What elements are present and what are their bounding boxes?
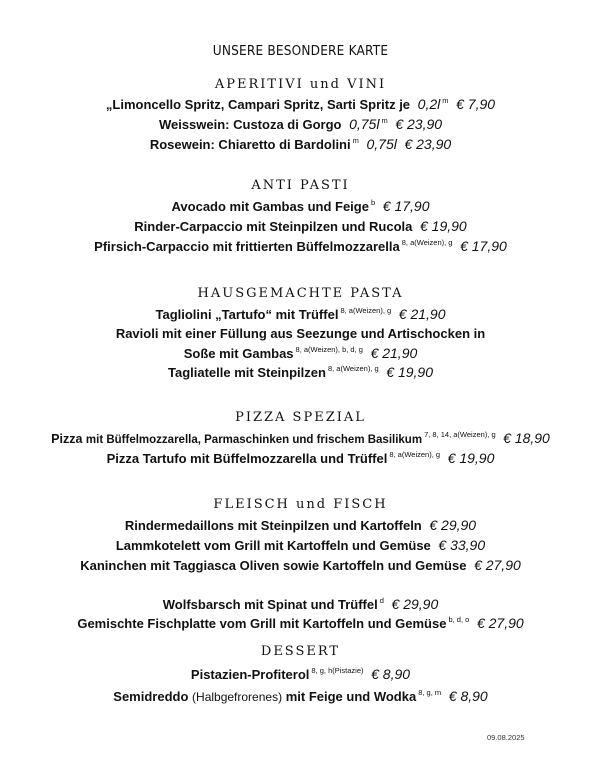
menu-item: Rinder-Carpaccio mit Steinpilzen und Rucola € 19,90 [134, 218, 467, 234]
menu-item: Lammkotelett vom Grill mit Kartoffeln und Gemüse € 33,90 [115, 537, 486, 553]
menu-title: UNSERE BESONDERE KARTE [212, 43, 389, 59]
menu-item: Ravioli mit einer Füllung aus Seezunge und Artischocken in [115, 326, 486, 341]
section-heading-dessert: DESSERT [260, 644, 341, 659]
print-date: 09.08.2025 [487, 733, 525, 742]
menu-item: Pizza mit Büffelmozzarella, Parmaschinken und frischem Basilikum $^{7, 8, 14, a(Weizen), g}$ € 18,90 [51, 430, 550, 446]
menu-item: Rosewein: Chiaretto di Bardolini $^m$ 0,75l € 23,90 [149, 136, 452, 152]
menu-item: Pizza Tartufo mit Büffelmozzarella und Trüffel $^{8, a(Weizen), g}$ € 19,90 [106, 450, 495, 466]
menu-item: Wolfsbarsch mit Spinat und Trüffel $^d$ € 29,90 [162, 596, 439, 612]
menu-item: Weisswein: Custoza di Gorgo 0,75l $^m$ € 23,90 [158, 116, 443, 132]
menu-item: Gemischte Fischplatte vom Grill mit Kartoffeln und Gemüse $^{b, d, o}$ € 27,90 [77, 615, 524, 631]
menu-item: Tagliatelle mit Steinpilzen $^{8, a(Weizen), g}$ € 19,90 [167, 364, 434, 380]
menu-item: Kaninchen mit Taggiasca Oliven sowie Kartoffeln und Gemüse € 27,90 [80, 557, 521, 573]
menu-item: Pistazien-Profiterol $^{8, g, h(Pistazie)}$ € 8,90 [190, 666, 411, 682]
menu-item: Semidreddo (Halbgefrorenes) mit Feige und Wodka $^{8, g, m}$ € 8,90 [113, 688, 488, 704]
menu-item: Soße mit Gambas $^{8, a(Weizen), b, d, g}$ € 21,90 [183, 345, 418, 361]
section-heading-pasta: HAUSGEMACHTE PASTA [197, 286, 404, 301]
section-heading-fleisch: FLEISCH und FISCH [213, 497, 388, 512]
menu-item: „Limoncello Spritz, Campari Spritz, Sarti Spritz je 0,2l $^m$ € 7,90 [105, 96, 496, 112]
section-heading-antipasti: ANTI PASTI [251, 178, 350, 193]
menu-item: Avocado mit Gambas und Feige $^b$ € 17,90 [171, 198, 430, 214]
menu-item: Pfirsich-Carpaccio mit frittierten Büffelmozzarella $^{8, a(Weizen), g}$ € 17,90 [94, 238, 507, 254]
menu-item: Tagliolini „Tartufo“ mit Trüffel $^{8, a(Weizen), g}$ € 21,90 [155, 306, 446, 322]
section-heading-aperitivi: APERITIVI und VINI [214, 77, 387, 92]
menu-item: Rindermedaillons mit Steinpilzen und Kartoffeln € 29,90 [124, 517, 477, 533]
section-heading-pizza: PIZZA SPEZIAL [235, 410, 366, 425]
